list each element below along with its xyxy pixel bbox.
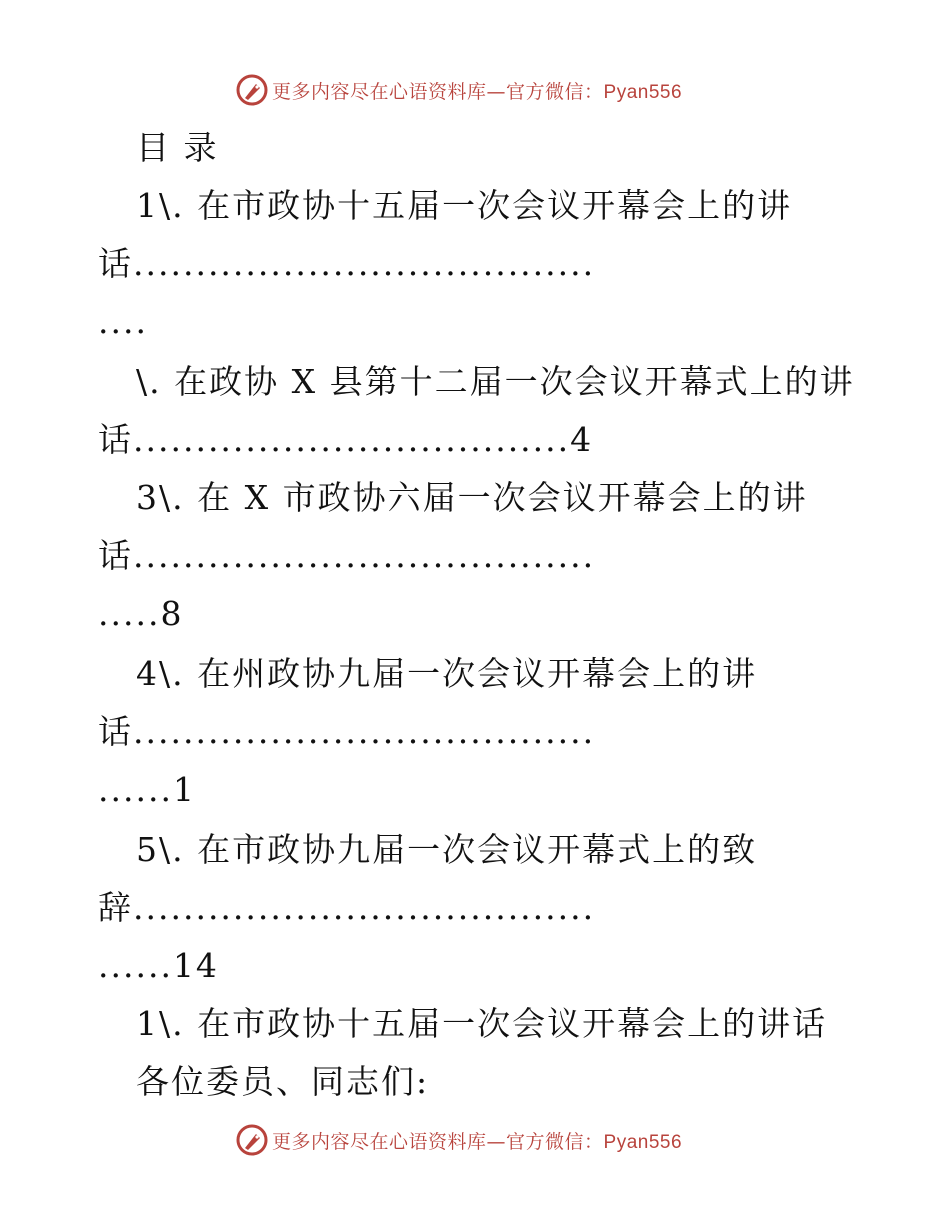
toc-entry-3[interactable]: 3\. 在 X 市政协六届一次会议开幕会上的讲 [136,478,808,517]
footer-banner [0,1120,950,1160]
toc-entry-1[interactable]: 1\. 在市政协十五届一次会议开幕会上的讲 [136,186,793,225]
header-banner [0,70,950,110]
toc-entry-2[interactable]: \. 在政协 X 县第十二届一次会议开幕式上的讲 [136,362,855,401]
toc-leader: ......1 [98,770,196,809]
toc-heading: 目 录 [136,128,219,167]
toc-leader: 话..................................... [98,712,596,751]
pen-nib-logo-icon [236,1124,268,1156]
toc-leader: 话..................................... [98,536,596,575]
toc-leader: 辞..................................... [98,888,596,927]
toc-leader: .... [98,302,148,341]
toc-leader: ......14 [98,946,219,985]
pen-nib-logo-icon [236,74,268,106]
section-title: 1\. 在市政协十五届一次会议开幕会上的讲话 [136,1004,828,1043]
toc-entry-5[interactable]: 5\. 在市政协九届一次会议开幕式上的致 [136,830,758,869]
banner-text: 更多内容尽在心语资料库—官方微信：Pyan556 [272,1130,683,1153]
toc-entry-4[interactable]: 4\. 在州政协九届一次会议开幕会上的讲 [136,654,758,693]
toc-leader: 话...................................4 [98,420,594,459]
toc-leader: 话..................................... [98,244,596,283]
banner-text: 更多内容尽在心语资料库—官方微信：Pyan556 [272,80,683,103]
salutation: 各位委员、同志们: [136,1062,430,1101]
toc-leader: .....8 [98,594,184,633]
